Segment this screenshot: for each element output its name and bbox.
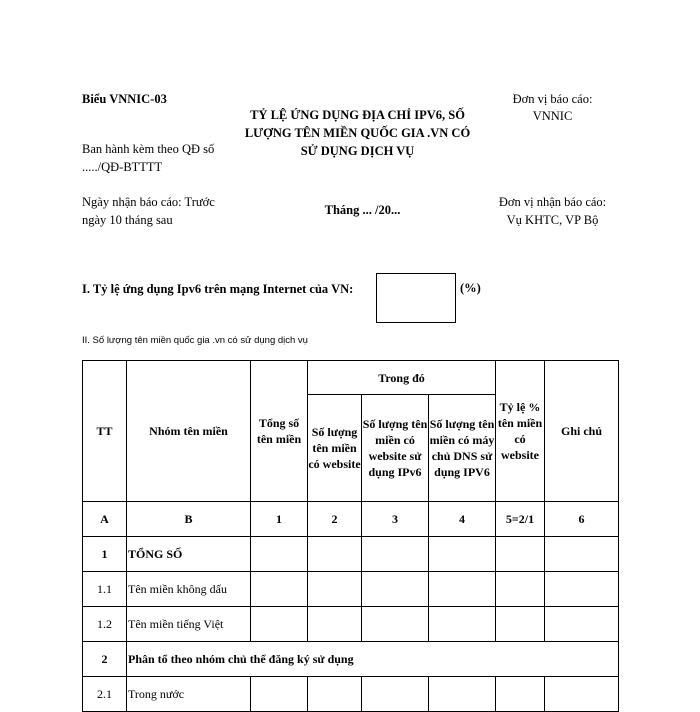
table-row <box>83 642 619 677</box>
table-cell[interactable] <box>496 677 545 712</box>
index-cell: 4 <box>429 502 496 537</box>
domain-table <box>82 360 619 712</box>
table-cell[interactable] <box>251 677 308 712</box>
table-cell[interactable] <box>308 572 362 607</box>
table-header-row-1 <box>83 361 619 395</box>
table-cell[interactable] <box>362 677 429 712</box>
receiving-unit-label: Đơn vị nhận báo cáo: <box>498 195 607 209</box>
table-cell[interactable] <box>251 607 308 642</box>
table-cell[interactable] <box>362 537 429 572</box>
table-cell[interactable] <box>429 537 496 572</box>
col-group-header: Nhóm tên miền <box>127 361 251 502</box>
table-cell[interactable] <box>429 607 496 642</box>
row-name: TỔNG SỐ <box>127 537 251 572</box>
receiving-unit: Vụ KHTC, VP Bộ <box>506 213 599 227</box>
table-row <box>83 572 619 607</box>
section2-label: II. Số lượng tên miền quốc gia .vn có sử dụng dịch vụ <box>82 335 308 346</box>
table-cell[interactable] <box>251 537 308 572</box>
index-cell: 2 <box>308 502 362 537</box>
issued-with-text: Ban hành kèm theo QĐ số ...../QĐ-BTTTT <box>82 142 215 174</box>
table-cell[interactable] <box>496 607 545 642</box>
row-tt: 2.1 <box>83 677 127 712</box>
row-name: Tên miền tiếng Việt <box>127 607 251 642</box>
row-name: Trong nước <box>127 677 251 712</box>
row-name: Tên miền không dấu <box>127 572 251 607</box>
reporting-unit-label: Đơn vị báo cáo: <box>512 92 593 106</box>
table-row <box>83 677 619 712</box>
col-dns-ipv6-header: Số lượng tên miền có máy chủ DNS sử dụng IPV6 <box>429 395 496 502</box>
index-cell: B <box>127 502 251 537</box>
row-tt: 1.2 <box>83 607 127 642</box>
col-website-header: Số lượng tên miền có website <box>308 395 362 502</box>
col-note-header: Ghi chú <box>545 361 619 502</box>
table-cell[interactable] <box>308 607 362 642</box>
table-row <box>83 607 619 642</box>
table-cell[interactable] <box>429 572 496 607</box>
section1-label: I. Tỷ lệ ứng dụng Ipv6 trên mạng Internet của VN: <box>82 282 354 296</box>
index-cell: 3 <box>362 502 429 537</box>
table-cell[interactable] <box>545 677 619 712</box>
table-cell[interactable] <box>496 537 545 572</box>
percent-unit: (%) <box>460 281 481 295</box>
col-website-ipv6-header: Số lượng tên miền có website sử dụng IPv6 <box>362 395 429 502</box>
report-title: TỶ LỆ ỨNG DỤNG ĐỊA CHỈ IPV6, SỐ LƯỢNG TÊN MIỀN QUỐC GIA .VN CÓ SỬ DỤNG DỊCH VỤ <box>244 108 471 158</box>
index-cell: 1 <box>251 502 308 537</box>
index-cell: A <box>83 502 127 537</box>
table-index-row <box>83 502 619 537</box>
table-cell[interactable] <box>545 607 619 642</box>
report-period: Tháng ... /20... <box>324 203 401 217</box>
table-cell[interactable] <box>545 572 619 607</box>
row-tt: 1.1 <box>83 572 127 607</box>
table-cell[interactable] <box>496 572 545 607</box>
col-of-which-header: Trong đó <box>308 361 496 395</box>
table-cell[interactable] <box>251 572 308 607</box>
col-ratio-header: Tỷ lệ % tên miền có website <box>496 361 545 502</box>
table-cell[interactable] <box>429 677 496 712</box>
receive-date-text: Ngày nhận báo cáo: Trước ngày 10 tháng sau <box>82 195 215 227</box>
index-cell: 5=2/1 <box>496 502 545 537</box>
col-total-header: Tổng số tên miền <box>251 361 308 502</box>
ipv6-ratio-box[interactable] <box>376 273 456 323</box>
col-tt-header: TT <box>83 361 127 502</box>
table-cell[interactable] <box>308 677 362 712</box>
index-cell: 6 <box>545 502 619 537</box>
table-row <box>83 537 619 572</box>
row-tt: 2 <box>83 642 127 677</box>
row-name: Phân tổ theo nhóm chủ thể đăng ký sử dụng <box>127 642 619 677</box>
reporting-unit: VNNIC <box>532 109 573 123</box>
table-cell[interactable] <box>308 537 362 572</box>
form-code: Biểu VNNIC-03 <box>82 92 167 106</box>
table-cell[interactable] <box>362 572 429 607</box>
row-tt: 1 <box>83 537 127 572</box>
table-cell[interactable] <box>545 537 619 572</box>
table-cell[interactable] <box>362 607 429 642</box>
